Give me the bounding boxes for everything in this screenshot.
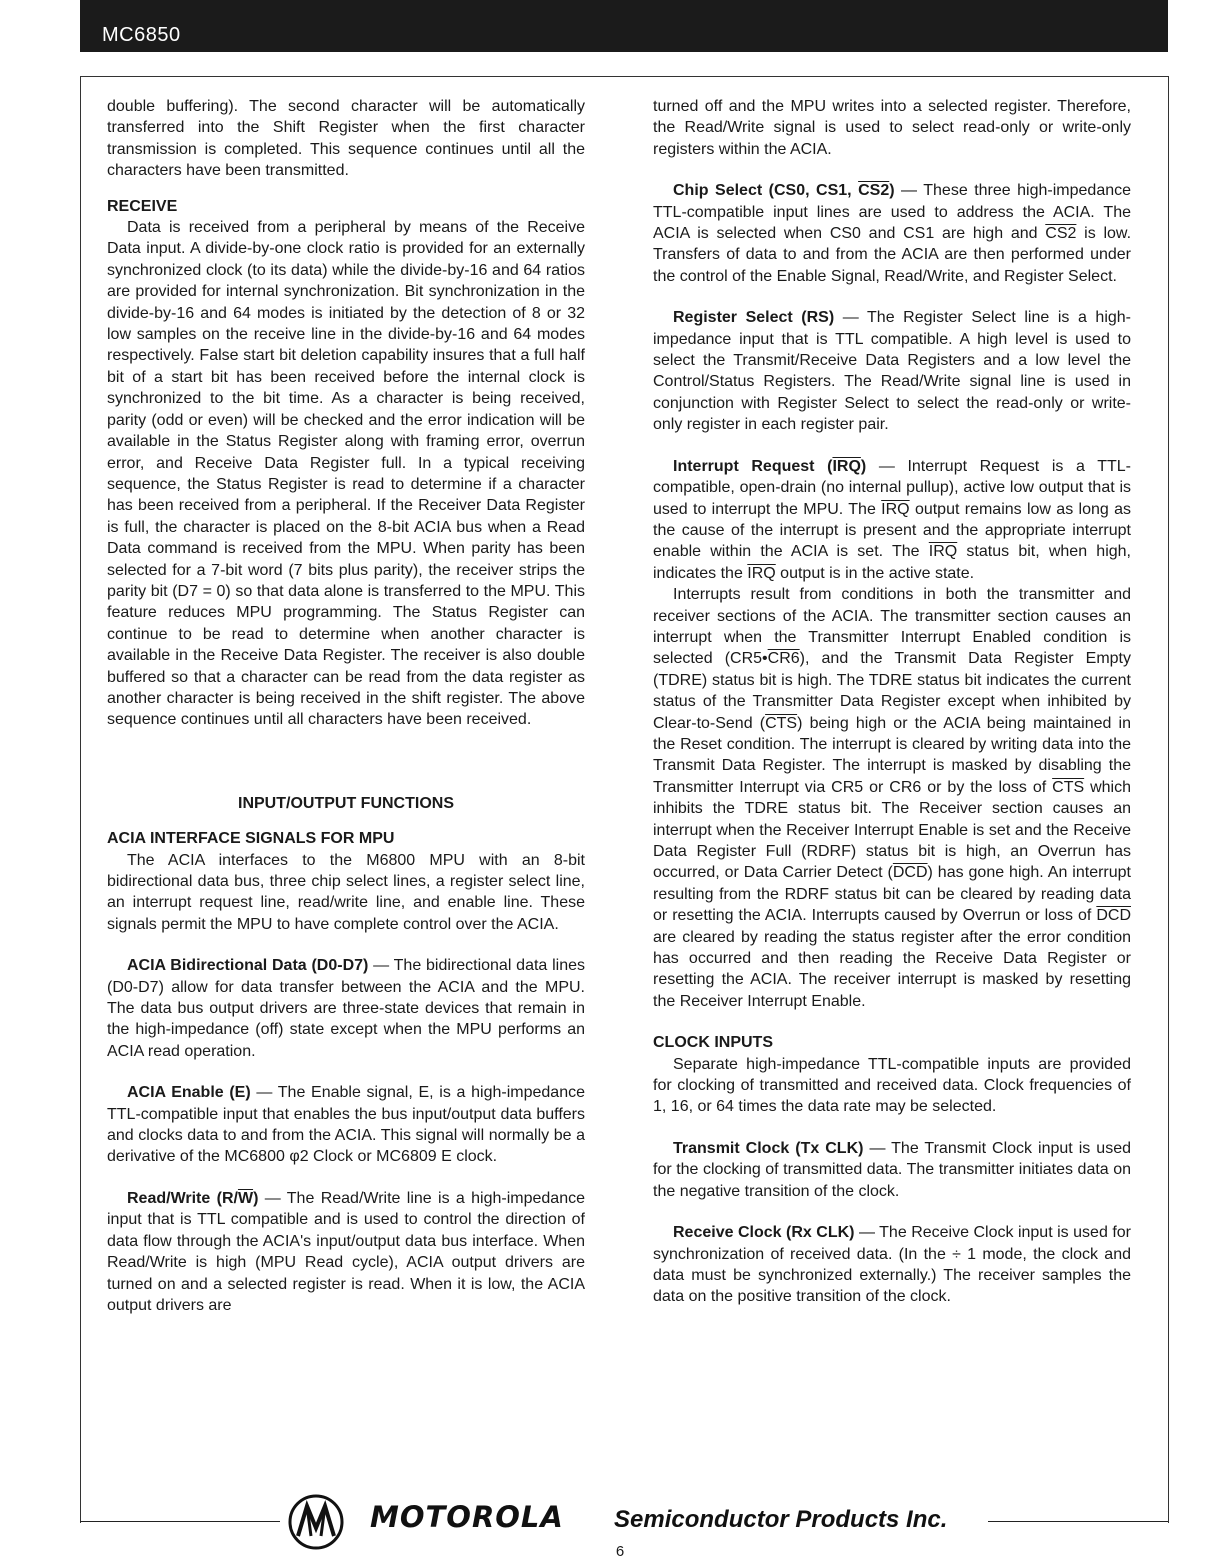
irq-term-bar: $\overline{IRQ}$: [832, 457, 861, 475]
int-text-1: Interrupts result from conditions in both the transmitter and receiver sections of the ACIA. The transmitter section causes an interrupt when the Transmitter Interrupt Enabled condition is selected (CR5•: [653, 586, 1131, 668]
read-write-term-w: $\overline{W}$: [237, 1189, 254, 1207]
int-bar-dcd-2: $\overline{DCD}$: [1096, 907, 1131, 925]
footer-rule-right: [988, 1521, 1168, 1522]
chip-select-text-bar: CS2: [1045, 225, 1077, 243]
clock-inputs-paragraph: Separate high-impedance TTL-compatible inputs are provided for clocking of transmitted and received data. Clock frequencies of 1, 16, or 64 times the data rate may be selected.: [653, 1055, 1131, 1116]
int-bar-cr6: CR6: [767, 650, 800, 668]
transmit-clock-paragraph: [653, 1138, 1131, 1202]
page-number: 6: [615, 1543, 625, 1560]
interrupt-request-term: [673, 458, 866, 475]
footer-subtitle: Semiconductor Products Inc.: [614, 1506, 948, 1533]
receive-clock-paragraph: [653, 1222, 1131, 1308]
irq-bar-3: $\overline{IRQ}$: [747, 564, 776, 582]
int-text-2: ), and the Transmit Data Register Empty (TDRE) status bit is high. The TDRE status bit indicates the current status of the Transmitter Data Register except when inhibited by Clear-to-Send (: [653, 650, 1131, 732]
int-bar-cts-2: $\overline{CTS}$: [1052, 778, 1085, 796]
page-footer: [80, 1488, 1168, 1538]
left-column: [107, 96, 585, 1316]
int-text-3: ) being high or the ACIA being maintained in the Reset condition. The interrupt is cleared by writing data into the Transmit Data Register. The interrupt is masked by disabling the Transmitter Interrupt via CR5 or CR6 or by the loss of: [653, 714, 1131, 796]
bidir-data-paragraph: [107, 955, 585, 1062]
irq-bar-1: $\overline{IRQ}$: [881, 500, 910, 518]
chip-select-text-1: — These three high-impedance TTL-compatible input lines are used to address the ACIA. The ACIA is selected when CS0 and CS1 are high and: [653, 182, 1132, 243]
irq-term-pre: Interrupt Request (: [673, 457, 833, 475]
int-bar-dcd-1: $\overline{DCD}$: [892, 864, 928, 882]
enable-term: ACIA Enable (E): [127, 1084, 251, 1102]
footer-brand: MOTOROLA: [370, 1500, 564, 1534]
chip-select-term-post: ): [889, 182, 895, 200]
acia-interface-heading: ACIA INTERFACE SIGNALS FOR MPU: [107, 830, 395, 848]
chip-select-term-pre: Chip Select (CS0, CS1,: [673, 182, 859, 200]
interrupt-request-paragraph: [653, 456, 1131, 584]
io-functions-heading: INPUT/OUTPUT FUNCTIONS: [238, 794, 454, 812]
irq-text-4: output is in the active state.: [775, 564, 975, 582]
read-write-paragraph: [107, 1188, 585, 1316]
read-write-term-pre: Read/Write (R/: [127, 1189, 238, 1207]
continued-paragraph: turned off and the MPU writes into a selected register. Therefore, the Read/Write signal is used to select read-only or write-only registers within the ACIA.: [653, 98, 1131, 158]
interrupts-paragraph: [653, 584, 1131, 1012]
int-bar-cts-1: $\overline{CTS}$: [765, 714, 798, 732]
chip-select-paragraph: [653, 180, 1131, 287]
irq-text-1: — Interrupt Request is a TTL-compatible, open-drain (no internal pullup), active low output that is used to interrupt the MPU. The: [653, 457, 1131, 518]
bidir-data-text: — The bidirectional data lines (D0-D7) allow for data transfer between the ACIA and the MPU. The data bus output drivers are three-state devices that remain in the high-impedance (off) state except when the MPU performs an ACIA read operation.: [107, 957, 586, 1060]
int-text-4: which inhibits the TDRE status bit. The Receiver section causes an interrupt when the Receiver Interrupt Enable is set and the Receive Data Register Full (RDRF) status bit is high, an Overrun has occurred, or Data Carrier Detect (: [653, 778, 1131, 882]
clock-inputs-heading: CLOCK INPUTS: [653, 1034, 773, 1052]
chip-select-term: [673, 182, 895, 199]
register-select-text: — The Register Select line is a high-impedance input that is TTL compatible. A high level is used to select the Transmit/Receive Data Registers and a low level the Control/Status Registers. The Read/Write signal line is used in conjunction with Register Select to select the read-only or write-only register in each register pair.: [653, 309, 1132, 434]
receive-clock-text: — The Receive Clock input is used for synchronization of received data. (In the ÷ 1 mode, the clock and data must be synchronized externally.) The receiver samples the data on the positive transition of the clock.: [653, 1224, 1131, 1306]
receive-heading: RECEIVE: [107, 197, 178, 215]
document-title: MC6850: [102, 24, 181, 46]
right-column: [653, 96, 1131, 1308]
irq-text-2: output remains low as long as the cause of the interrupt is present and the appropriate interrupt enable within the ACIA is set. The: [653, 500, 1131, 561]
enable-text: — The Enable signal, E, is a high-impedance TTL-compatible input that enables the bus input/output data buffers and clocks data to and from the ACIA. This signal will normally be a derivative of the MC6800 φ2 Clock or MC6809 E clock.: [107, 1084, 585, 1166]
int-text-6: are cleared by reading the status register after the error condition has occurred and then reading the Receive Data Register or resetting the ACIA. The receiver interrupt is masked by resetting the Receiver Interrupt Enable.: [653, 928, 1131, 1010]
read-write-text: — The Read/Write line is a high-impedance input that is TTL compatible and is used to control the direction of data flow through the ACIA's input/output data bus interface. When Read/Write is high (MPU Read cycle), ACIA output drivers are turned on and a selected register is read. When it is low, the ACIA output drivers are: [107, 1189, 585, 1314]
motorola-logo-icon: [286, 1492, 346, 1552]
irq-term-post: ): [860, 457, 867, 475]
register-select-paragraph: [653, 307, 1131, 435]
enable-paragraph: [107, 1082, 585, 1168]
transmit-clock-term: Transmit Clock (Tx CLK): [673, 1139, 864, 1157]
receive-paragraph: Data is received from a peripheral by means of the Receive Data input. A divide-by-one clock ratio is provided for an externally synchronized clock (to its data) while the divide-by-16 and 64 ratios are provided for internal synchronization. Bit synchronization in the divide-by-16 and 64 modes is initiated by the detection of 8 or 32 low samples on the receive line in the divide-by-16 and 64 modes respectively. False start bit deletion capability insures that a full half bit of a start bit has been received before the internal clock is synchronized to the bit time. As a character is being received, parity (odd or even) will be checked and the error indication will be available in the Status Register along with framing error, overrun error, and Receive Data Register full. In a typical receiving sequence, the Status Register is read to determine if a character has been received from a peripheral. If the Receiver Data Register is full, the character is placed on the 8-bit ACIA bus when a Read Data command is received from the MPU. When parity has been selected for a 7-bit word (7 bits plus parity), the receiver strips the parity bit (D7 = 0) so that data alone is transferred to the MPU. This feature reduces MPU programming. The Status Register can continue to be read to determine when another character is available in the Receive Data Register. The receiver is also double buffered so that a character can be read from the data register as another character is being received in the shift register. The above sequence continues until all characters have been received.: [107, 219, 585, 729]
acia-interface-paragraph: The ACIA interfaces to the M6800 MPU with an 8-bit bidirectional data bus, three chip select lines, a register select line, an interrupt request line, read/write line, and enable line. These signals permit the MPU to have complete control over the ACIA.: [107, 851, 585, 933]
intro-paragraph: double buffering). The second character will be automatically transferred into the Shift Register when the first character transmission is completed. This sequence continues until all the characters have been transmitted.: [107, 98, 585, 180]
read-write-term: [127, 1190, 258, 1207]
chip-select-text-2: is low. Transfers of data to and from the ACIA are then performed under the control of the Enable Signal, Read/Write, and Register Select.: [653, 225, 1132, 285]
int-text-5: ) has gone high. An interrupt resulting from the RDRF status bit can be cleared by reading data or resetting the ACIA. Interrupts caused by Overrun or loss of: [653, 864, 1132, 925]
irq-bar-2: $\overline{IRQ}$: [928, 543, 958, 561]
register-select-term: Register Select (RS): [673, 309, 835, 327]
read-write-term-post: ): [253, 1189, 259, 1207]
receive-clock-term: Receive Clock (Rx CLK): [673, 1224, 855, 1242]
irq-text-3: status bit, when high, indicates the: [653, 543, 1131, 582]
transmit-clock-text: — The Transmit Clock input is used for the clocking of transmitted data. The transmitter initiates data on the negative transition of the clock.: [653, 1139, 1131, 1200]
bidir-data-term: ACIA Bidirectional Data (D0-D7): [127, 957, 369, 975]
chip-select-term-bar: CS2: [858, 182, 890, 200]
footer-rule-left: [80, 1521, 280, 1522]
page-header: [80, 0, 1168, 52]
